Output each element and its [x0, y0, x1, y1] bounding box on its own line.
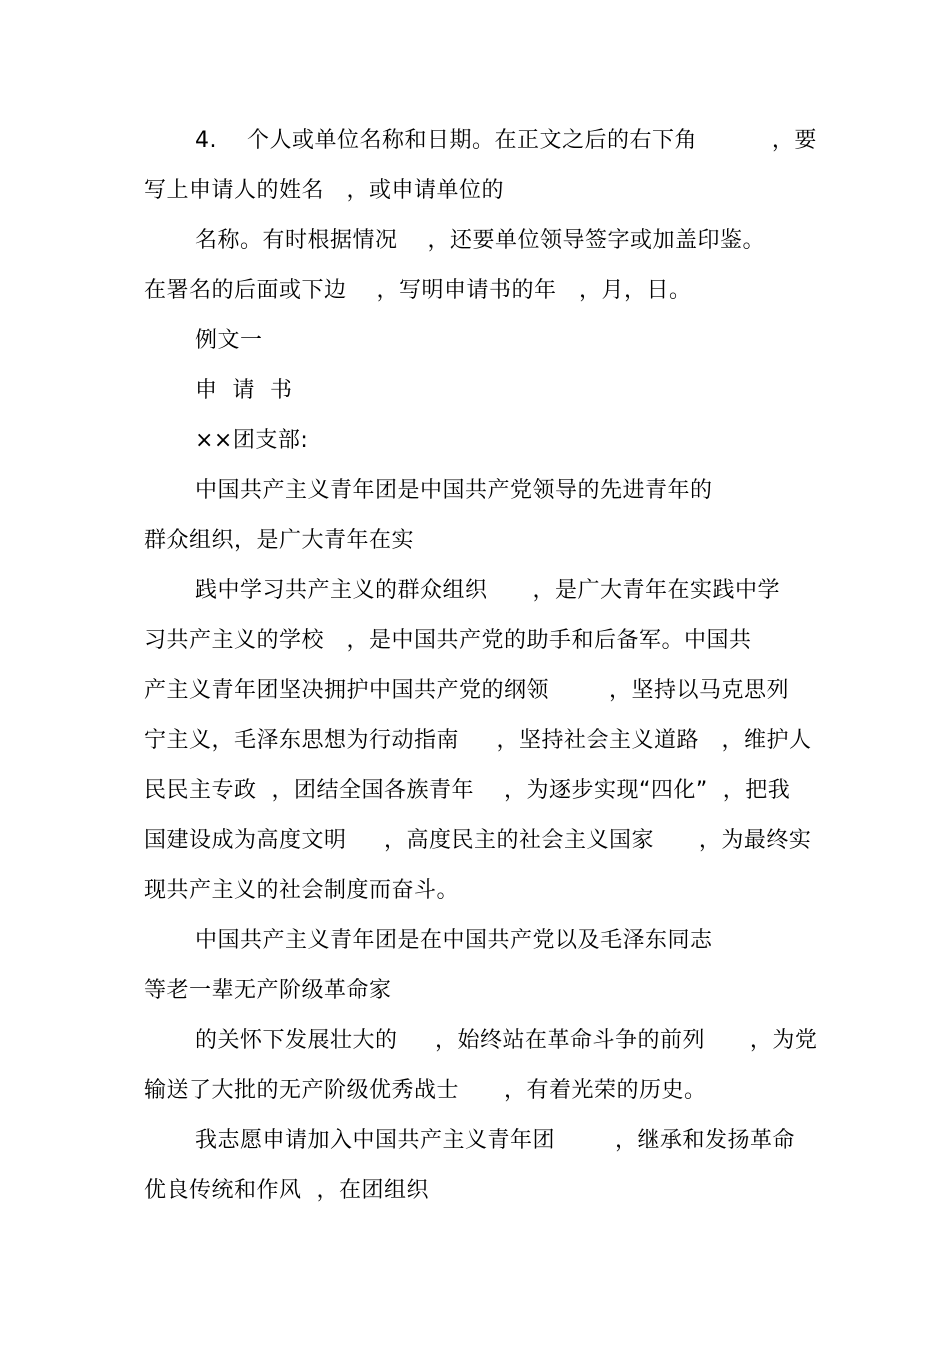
paragraph-line: 国建设成为高度文明 ，高度民主的社会主义国家 ，为最终实	[144, 828, 812, 853]
paragraph-line: 输送了大批的无产阶级优秀战士 ，有着光荣的历史。	[144, 1078, 707, 1103]
paragraph-line: 等老一辈无产阶级革命家	[144, 978, 392, 1003]
paragraph-line: 宁主义，毛泽东思想为行动指南 ，坚持社会主义道路 ，维护人	[144, 728, 812, 753]
paragraph-line: 中国共产主义青年团是中国共产党领导的先进青年的	[195, 478, 713, 503]
paragraph-line: 现共产主义的社会制度而奋斗。	[144, 878, 460, 903]
paragraph-line: 我志愿申请加入中国共产主义青年团 ，继承和发扬革命	[195, 1128, 795, 1153]
example-label: 例文一	[195, 328, 263, 353]
document-title: 申 请 书	[195, 378, 293, 403]
paragraph-line: 写上申请人的姓名 ，或申请单位的	[144, 178, 504, 203]
paragraph-line: 民民主专政 ，团结全国各族青年 ，为逐步实现“四化” ，把我	[144, 778, 791, 803]
paragraph-line: 践中学习共产主义的群众组织 ，是广大青年在实践中学	[195, 578, 780, 603]
paragraph-line: 产主义青年团坚决拥护中国共产党的纲领 ，坚持以马克思列	[144, 678, 789, 703]
paragraph-line: 群众组织，是广大青年在实	[144, 528, 415, 553]
paragraph-line: 的关怀下发展壮大的 ，始终站在革命斗争的前列 ，为党	[195, 1028, 818, 1053]
paragraph-line: 习共产主义的学校 ，是中国共产党的助手和后备军。中国共	[144, 628, 752, 653]
paragraph-line: 中国共产主义青年团是在中国共产党以及毛泽东同志	[195, 928, 713, 953]
paragraph-line: 优良传统和作风 ，在团组织	[144, 1178, 429, 1203]
paragraph-line: 在署名的后面或下边 ，写明申请书的年 ，月，日。	[144, 278, 692, 303]
paragraph-line: 名称。有时根据情况 ，还要单位领导签字或加盖印鉴。	[195, 228, 765, 253]
salutation: ××团支部:	[195, 428, 309, 453]
paragraph-line: 4. 个人或单位名称和日期。在正文之后的右下角 ，要	[195, 128, 817, 153]
